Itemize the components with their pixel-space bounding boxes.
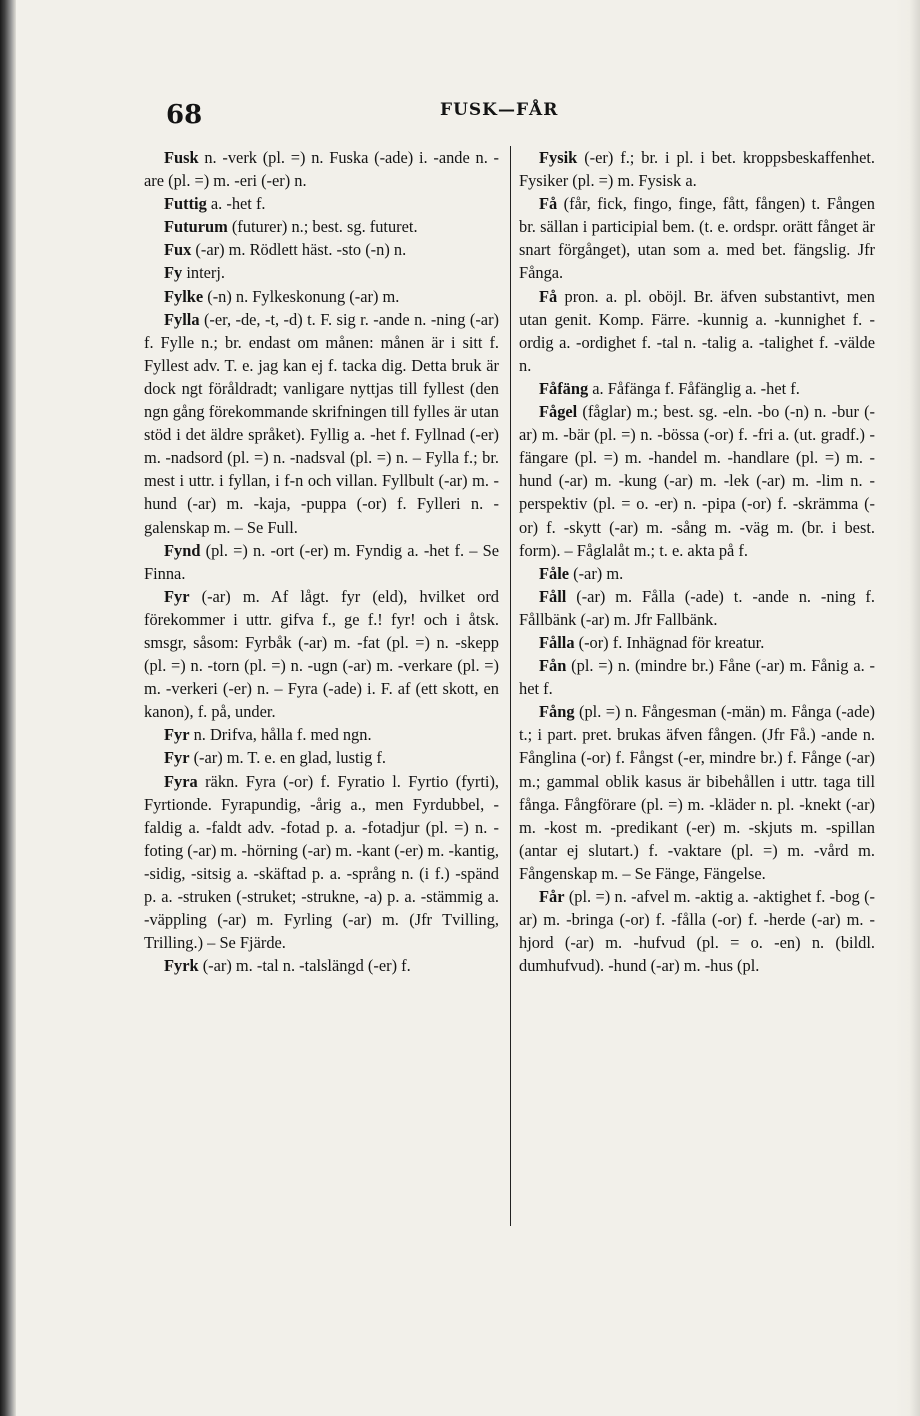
- dictionary-entry: Fyrk (-ar) m. -tal n. -talslängd (-er) f.: [164, 956, 411, 976]
- dictionary-entry: Fång (pl. =) n. Fångesman (-män) m. Fånga (-ade) t.; i part. pret. brukas äfven fången. (Jfr Få.) -ande n. Fånglina (-or) f. Fångst (-er, mindre br.) f. Fånge (-ar) m.; gammal oblik kasus är bibehållen i uttr. taga till fånga. Fångförare (pl. =) m. -kläder n. pl. -knekt (-ar) m. -kost m. -predikant (-er) m. -skjuts m. -spillan (antar ej slutart.) f. -vaktare (pl. =) m. -vård m. Fångenskap m. – Se Fänge, Fängelse.: [519, 702, 875, 883]
- dictionary-entry: Fåfäng a. Fåfänga f. Fåfänglig a. -het f.: [539, 378, 800, 398]
- dictionary-entry: Fån (pl. =) n. (mindre br.) Fåne (-ar) m. Fånig a. -het f.: [519, 656, 875, 699]
- dictionary-entry: Futtig a. -het f.: [164, 194, 266, 214]
- dictionary-entry: Fylla (-er, -de, -t, -d) t. F. sig r. -ande n. -ning (-ar) f. Fylle n.; br. endast om månen: månen är i sitt f. Fyllest adv. T. e. jag kan ej f. tacka dig. Detta bruk är dock ngt föråldradt; vanligare nyttjas till fyllest (den ngn gång förekommande skrifningen till fylles är utan stöd i det äldre språket). Fyllig a. -het f. Fyllnad (-er) m. -nadsord (pl. =) n. -nadsval (pl. =) n. – Fylla f.; br. mest i uttr. i fyllan, i f-n och villan. Fyllbult (-ar) m. -hund (-ar) m. -kaja, -puppa (-or) f. Fylleri n. -galenskap m. – Se Full.: [144, 309, 499, 537]
- dictionary-entry: Fylke (-n) n. Fylkeskonung (-ar) m.: [164, 286, 400, 306]
- column-divider: [510, 146, 511, 1226]
- dictionary-entry: Fyr (-ar) m. Af lågt. fyr (eld), hvilket ord förekommer i uttr. gifva f., ge f.! fyr! och i åtsk. smsgr, såsom: Fyrbåk (-ar) m. -fat (pl. =) n. -skepp (pl. =) n. -torn (pl. =) n. -ugn (-ar) m. -verkare (pl. =) m. -verkeri (-er) n. – Fyra (-ade) i. F. af (ett skott, en kanon), f. på, under.: [144, 586, 499, 722]
- page-number: 68: [166, 100, 203, 130]
- dictionary-entry: Fyr (-ar) m. T. e. en glad, lustig f.: [164, 748, 386, 768]
- dictionary-entry: Få pron. a. pl. oböjl. Br. äfven substantivt, men utan genit. Komp. Färre. -kunnig a. -kunnighet f. -ordig a. -ordighet f. -tal n. -talig a. -talighet f. -välde n.: [519, 286, 875, 375]
- dictionary-entry: Fålla (-or) f. Inhägnad för kreatur.: [539, 632, 765, 652]
- dictionary-entry: Fy interj.: [164, 263, 226, 283]
- dictionary-entry: Fyr n. Drifva, hålla f. med ngn.: [164, 725, 372, 745]
- dictionary-entry: Fysik (-er) f.; br. i pl. i bet. kroppsbeskaffenhet. Fysiker (pl. =) m. Fysisk a.: [519, 148, 875, 191]
- right-column: [519, 146, 875, 977]
- dictionary-entry: Få (får, fick, fingo, finge, fått, fången) t. Fången br. sällan i participial bem. (t. e. ordspr. orätt fånget är snart förgånget), utan som a. med bet. fängslig. Jfr Fånga.: [519, 194, 875, 283]
- page-edge-shadow: [894, 0, 920, 1416]
- dictionary-entry: Fusk n. -verk (pl. =) n. Fuska (-ade) i. -ande n. -are (pl. =) m. -eri (-er) n.: [144, 148, 499, 191]
- dictionary-entry: Får (pl. =) n. -afvel m. -aktig a. -aktighet f. -bog (-ar) m. -bringa (-or) f. -fålla (-or) f. -herde (-ar) m. -hjord (-ar) m. -hufvud (pl. = o. -en) n. (bildl. dumhufvud). -hund (-ar) m. -hus (pl.: [519, 887, 875, 976]
- dictionary-entry: Fynd (pl. =) n. -ort (-er) m. Fyndig a. -het f. – Se Finna.: [144, 540, 499, 583]
- book-spine-shadow: [0, 0, 16, 1416]
- left-column: [144, 146, 499, 977]
- dictionary-entry: Fåll (-ar) m. Fålla (-ade) t. -ande n. -ning f. Fållbänk (-ar) m. Jfr Fallbänk.: [519, 586, 875, 629]
- running-head: FUSK—FÅR: [440, 100, 559, 120]
- dictionary-entry: Fyra räkn. Fyra (-or) f. Fyratio l. Fyrtio (fyrti), Fyrtionde. Fyrapundig, -årig a., men Fyrdubbel, -faldig a. -faldt adv. -fotad p. a. -fotadjur (pl. =) n. -foting (-ar) m. -hörning (-ar) m. -kant (-er) m. -kantig, -sidig, -sitsig a. -skäftad p. a. -språng n. (i f.) -spänd p. a. -struken (-struket; -strukne, -a) p. a. -stämmig a. -väppling (-ar) m. Fyrling (-ar) m. (Jfr Tvilling, Trilling.) – Se Fjärde.: [144, 771, 499, 953]
- dictionary-entry: Futurum (futurer) n.; best. sg. futuret.: [164, 217, 418, 237]
- dictionary-entry: Fåle (-ar) m.: [539, 563, 624, 583]
- dictionary-entry: Fågel (fåglar) m.; best. sg. -eln. -bo (-n) n. -bur (-ar) m. -bär (pl. =) n. -bössa (-or) f. -fri a. (ut. gradf.) -fängare (pl. =) m. -handel m. -handlare (pl. =) m. -hund (-ar) m. -kung (-ar) m. -lek (-ar) m. -lim n. -perspektiv (pl. = o. -er) n. -pipa (-or) f. -skrämma (-or) f. -skytt (-ar) m. -sång m. -väg m. (br. i best. form). – Fåglalåt m.; t. e. akta på f.: [519, 402, 875, 560]
- dictionary-entry: Fux (-ar) m. Rödlett häst. -sto (-n) n.: [164, 240, 407, 260]
